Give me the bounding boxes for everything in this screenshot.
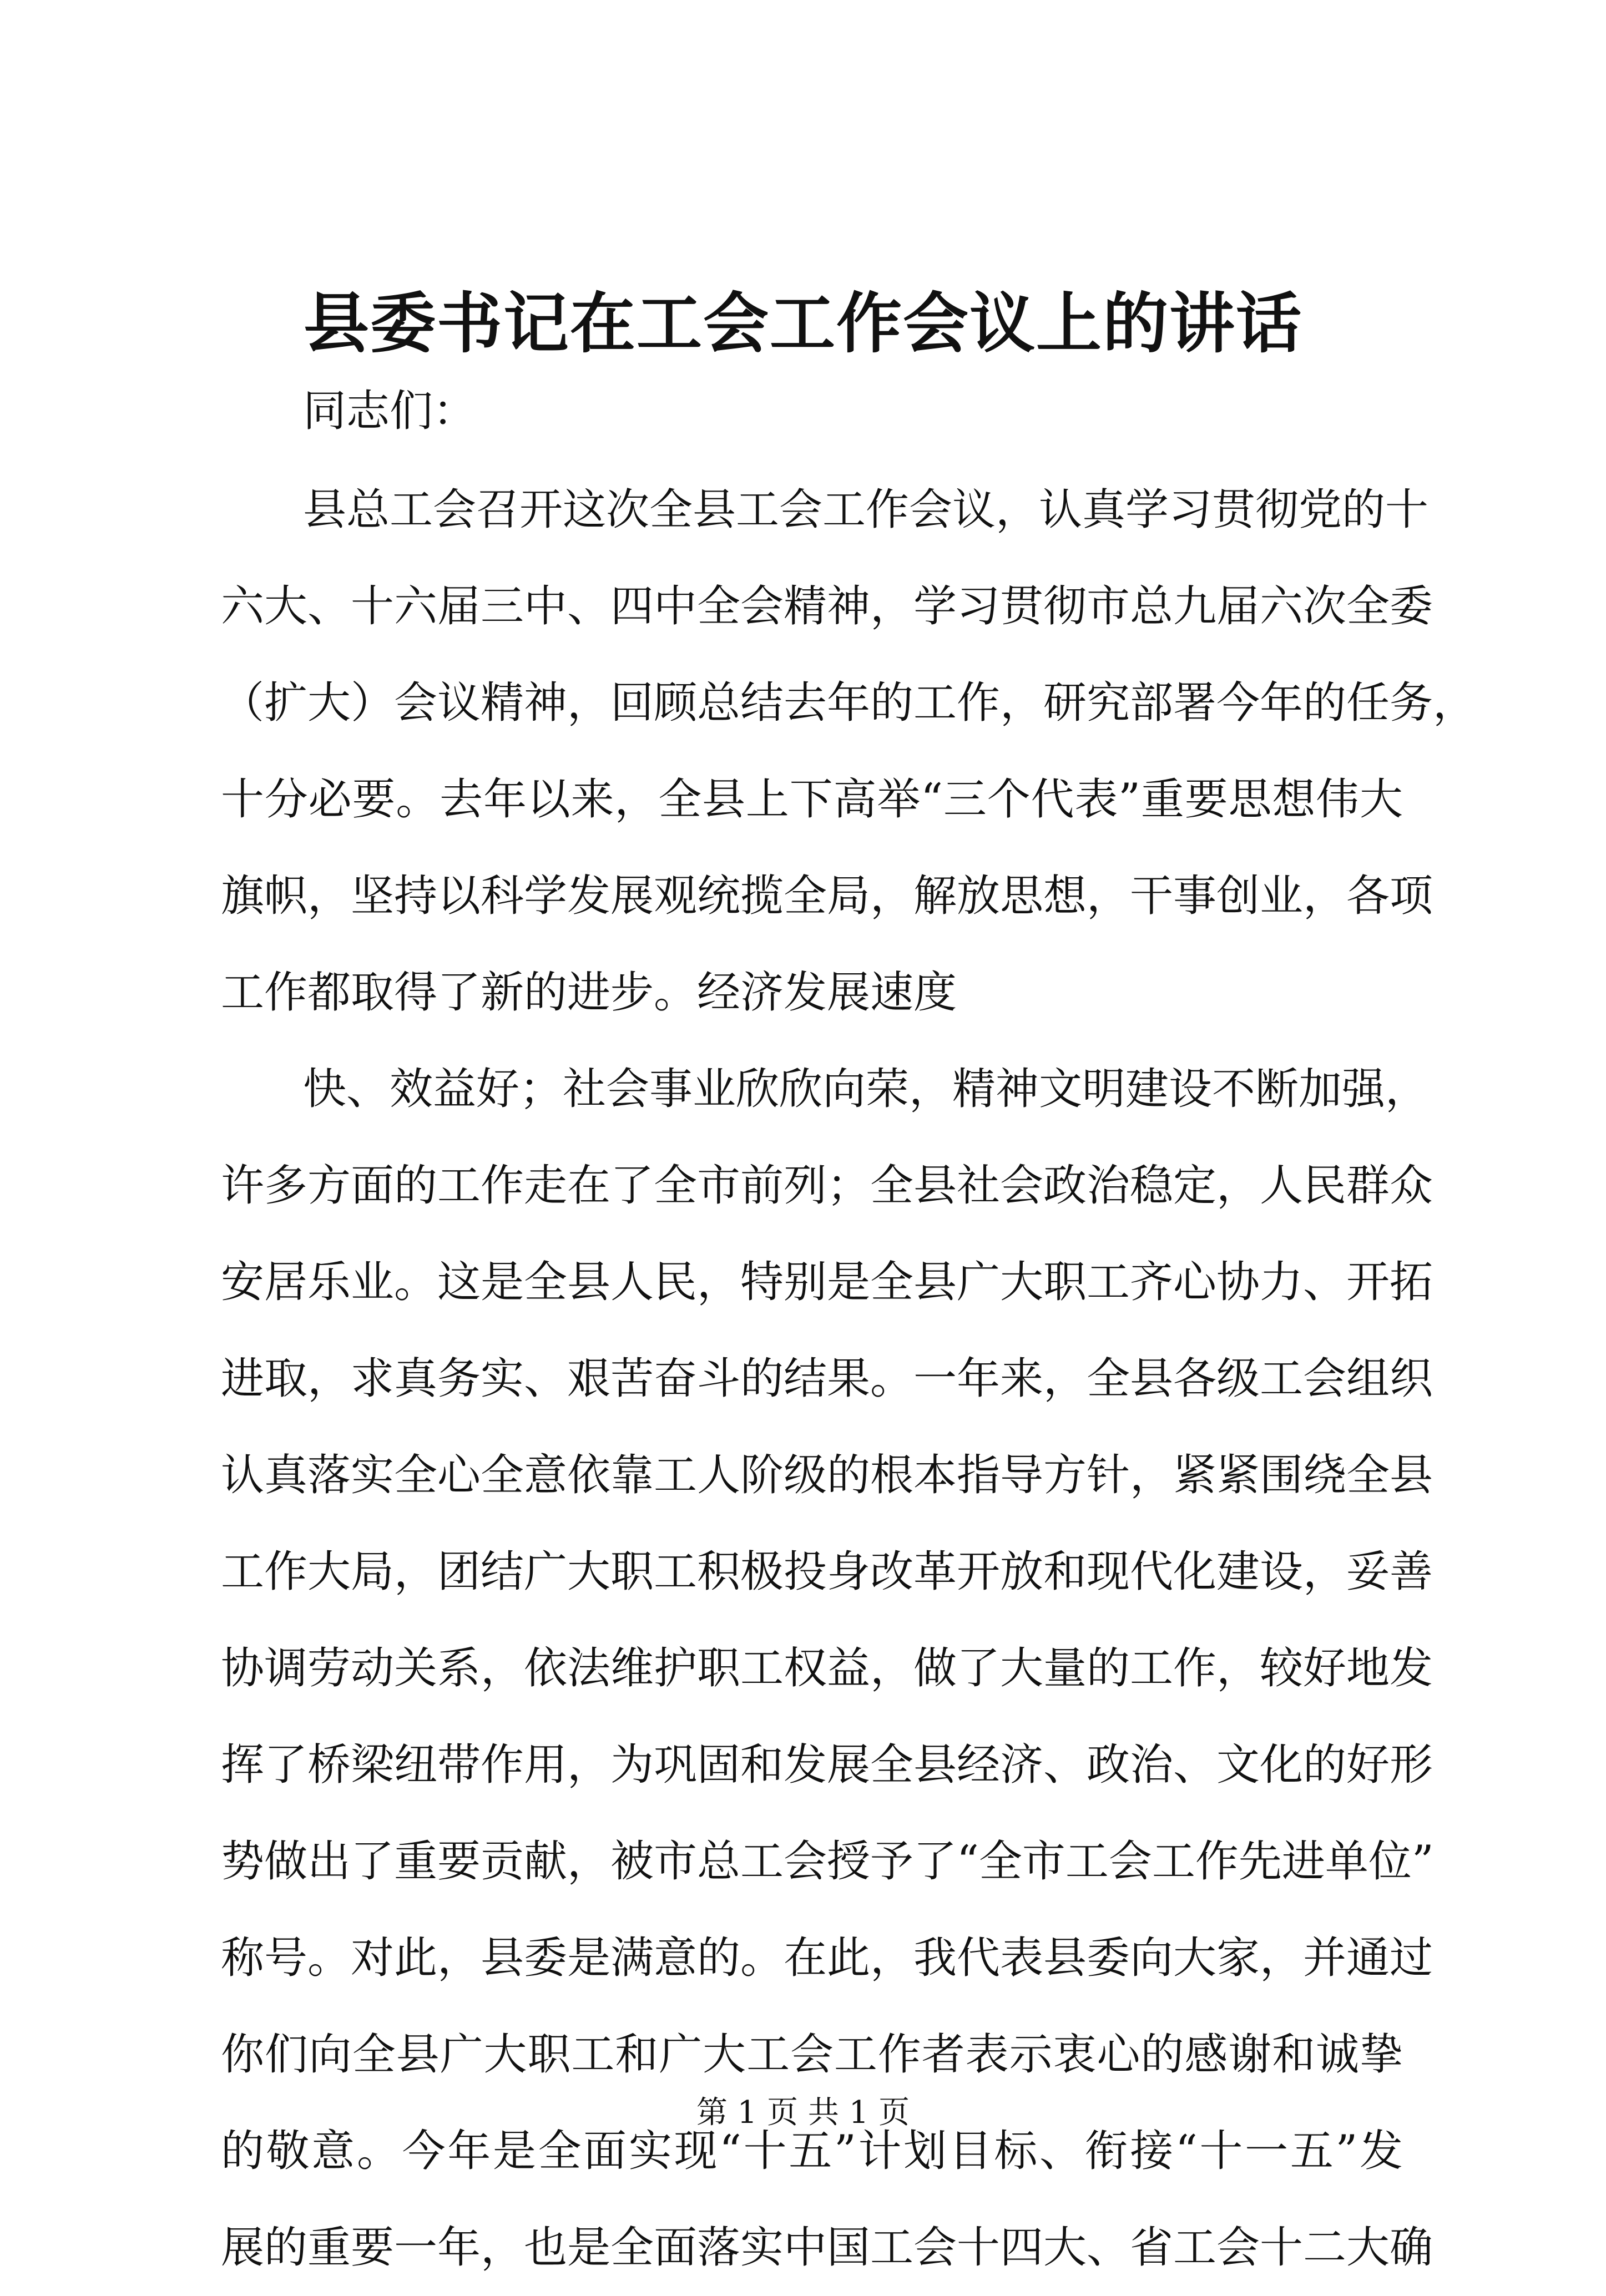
salutation: 同志们： — [303, 386, 477, 436]
paragraph-line: 六大、十六届三中、四中全会精神，学习贯彻市总九届六次全委 — [221, 581, 1433, 631]
paragraph-line: 十分必要。去年以来，全县上下高举“三个代表”重要思想伟大 — [221, 775, 1403, 825]
paragraph-line: 的敬意。今年是全面实现“十五”计划目标、衔接“十一五”发 — [221, 2126, 1403, 2176]
page-number-footer: 第 1 页 共 1 页 — [696, 2095, 910, 2131]
paragraph-line: 挥了桥梁纽带作用，为巩固和发展全县经济、政治、文化的好形 — [221, 1740, 1433, 1790]
paragraph-line: 许多方面的工作走在了全市前列；全县社会政治稳定，人民群众 — [221, 1161, 1433, 1211]
paragraph-line: 工作都取得了新的进步。经济发展速度 — [221, 968, 957, 1018]
paragraph-line: 安居乐业。这是全县人民，特别是全县广大职工齐心协力、开拓 — [221, 1257, 1433, 1307]
paragraph-1 — [221, 462, 1477, 1041]
paragraph-line: 进取，求真务实、艰苦奋斗的结果。一年来，全县各级工会组织 — [221, 1354, 1433, 1404]
paragraph-line: 称号。对此，县委是满意的。在此，我代表县委向大家，并通过 — [221, 1933, 1433, 1983]
paragraph-line: 认真落实全心全意依靠工人阶级的根本指导方针，紧紧围绕全县 — [221, 1450, 1433, 1500]
paragraph-line: 旗帜，坚持以科学发展观统揽全局，解放思想，干事创业，各项 — [221, 871, 1433, 921]
paragraph-line: 工作大局，团结广大职工积极投身改革开放和现代化建设，妥善 — [221, 1547, 1433, 1597]
document-title: 县委书记在工会工作会议上的讲话 — [303, 285, 1302, 362]
paragraph-line: 快、效益好；社会事业欣欣向荣，精神文明建设不断加强， — [303, 1064, 1429, 1114]
paragraph-line: 展的重要一年，也是全面落实中国工会十四大、省工会十二大确 — [221, 2223, 1433, 2273]
paragraph-line: 县总工会召开这次全县工会工作会议，认真学习贯彻党的十 — [303, 485, 1429, 535]
paragraph-line: 势做出了重要贡献，被市总工会授予了“全市工会工作先进单位” — [221, 1837, 1434, 1887]
paragraph-line: 你们向全县广大职工和广大工会工作者表示衷心的感谢和诚挚 — [221, 2030, 1403, 2080]
paragraph-line: （扩大）会议精神，回顾总结去年的工作，研究部署今年的任务， — [221, 678, 1477, 728]
paragraph-line: 协调劳动关系，依法维护职工权益，做了大量的工作，较好地发 — [221, 1643, 1433, 1693]
